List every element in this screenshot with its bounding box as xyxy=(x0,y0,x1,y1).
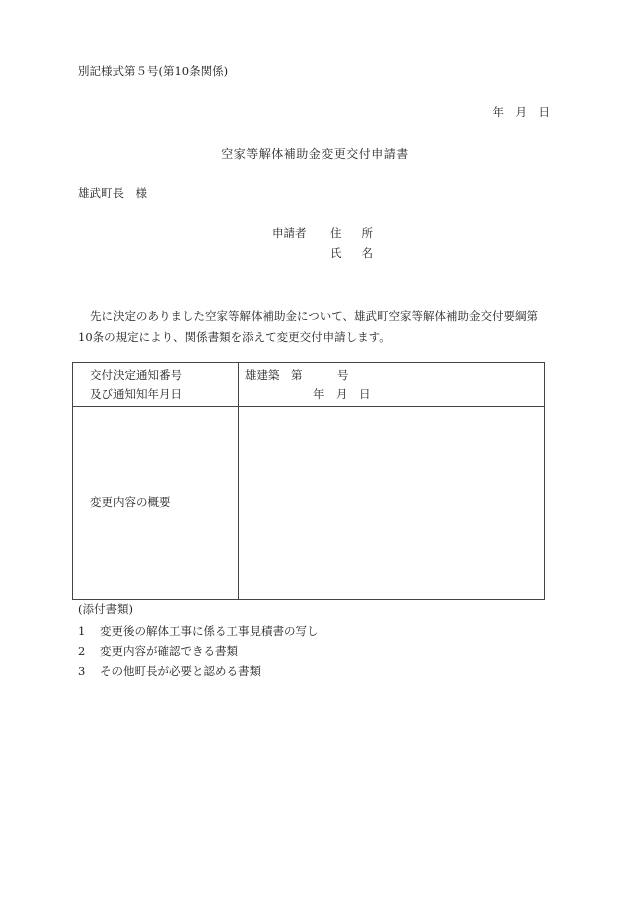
attachment-number: 1 xyxy=(78,624,86,638)
attachment-item xyxy=(78,666,261,678)
attachment-item xyxy=(78,626,319,638)
change-summary-label: 変更内容の概要 xyxy=(90,495,171,509)
notice-date-value: 年 月 日 xyxy=(313,387,371,401)
notice-number-label: 交付決定通知番号 xyxy=(90,368,182,382)
date-line: 年 月 日 xyxy=(492,105,550,119)
application-table xyxy=(72,362,545,600)
attachment-number: 3 xyxy=(78,664,86,678)
attachment-text: 変更後の解体工事に係る工事見積書の写し xyxy=(100,624,319,638)
application-body-text: 先に決定のありました空家等解体補助金について、雄武町空家等解体補助金交付要綱第10条の規定により、関係書類を添えて変更交付申請します。 xyxy=(78,309,539,344)
attachment-text: 変更内容が確認できる書類 xyxy=(100,644,238,658)
document-title: 空家等解体補助金変更交付申請書 xyxy=(221,147,409,161)
attachment-item xyxy=(78,646,238,658)
attachments-heading: (添付書類) xyxy=(78,602,133,616)
table-vertical-divider xyxy=(238,363,239,599)
name-label: 氏名 xyxy=(330,246,393,260)
addressee: 雄武町長 様 xyxy=(78,186,147,200)
attachment-number: 2 xyxy=(78,644,86,658)
notice-number-value: 雄建築 第 号 xyxy=(245,368,349,382)
table-horizontal-divider xyxy=(73,406,544,407)
form-number: 別記様式第５号(第10条関係) xyxy=(78,64,229,78)
notice-date-label: 及び通知知年月日 xyxy=(90,387,182,401)
applicant-label: 申請者 xyxy=(272,226,307,240)
address-label: 住所 xyxy=(330,226,393,240)
attachment-text: その他町長が必要と認める書類 xyxy=(100,664,261,678)
